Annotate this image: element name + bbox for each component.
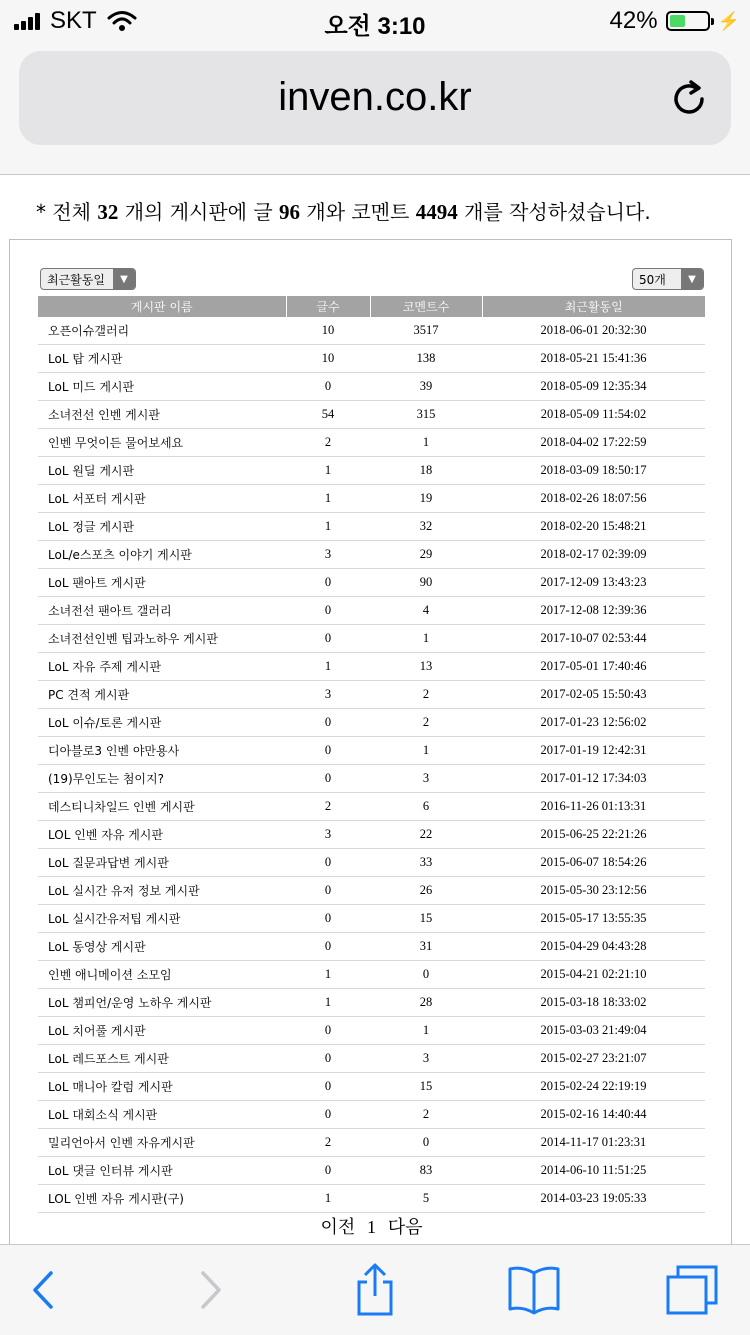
- post-count-cell: 0: [286, 597, 370, 625]
- last-activity-cell: 2015-03-18 18:33:02: [482, 989, 705, 1017]
- table-row[interactable]: [38, 1073, 705, 1101]
- board-name-cell[interactable]: 소녀전선인벤 팁과노하우 게시판: [38, 625, 286, 653]
- post-count-cell: 1: [286, 457, 370, 485]
- post-count: 96: [279, 200, 301, 224]
- browser-toolbar: [0, 1244, 750, 1335]
- post-count-cell: 0: [286, 373, 370, 401]
- comment-count-cell: 2: [370, 681, 482, 709]
- current-page[interactable]: 1: [367, 1217, 376, 1237]
- board-name-cell[interactable]: LoL 탑 게시판: [38, 345, 286, 373]
- comment-count-cell: 3: [370, 1045, 482, 1073]
- comment-count-cell: 33: [370, 849, 482, 877]
- battery-area: [610, 6, 740, 36]
- last-activity-cell: 2017-12-09 13:43:23: [482, 569, 705, 597]
- comment-count-cell: 28: [370, 989, 482, 1017]
- back-button[interactable]: [13, 1265, 73, 1315]
- tabs-icon: [664, 1265, 720, 1315]
- board-name-cell[interactable]: 인벤 무엇이든 물어보세요: [38, 429, 286, 457]
- table-row[interactable]: [38, 849, 705, 877]
- comment-count-cell: 1: [370, 1017, 482, 1045]
- comment-count-cell: 22: [370, 821, 482, 849]
- comment-count-cell: 19: [370, 485, 482, 513]
- post-count-cell: 0: [286, 569, 370, 597]
- table-header-row: [38, 296, 705, 317]
- prev-page-link[interactable]: 이전: [320, 1217, 356, 1238]
- board-name-cell[interactable]: LOL 인벤 자유 게시판: [38, 821, 286, 849]
- post-count-cell: 0: [286, 1073, 370, 1101]
- battery-icon: [666, 11, 710, 31]
- last-activity-cell: 2014-03-23 19:05:33: [482, 1185, 705, 1213]
- post-count-cell: 3: [286, 541, 370, 569]
- table-row[interactable]: [38, 401, 705, 429]
- post-count-cell: 10: [286, 317, 370, 345]
- post-count-cell: 0: [286, 765, 370, 793]
- last-activity-cell: 2018-05-09 11:54:02: [482, 401, 705, 429]
- bookmarks-button[interactable]: [504, 1265, 564, 1315]
- summary-text: * 전체: [36, 200, 98, 224]
- board-name-cell[interactable]: LoL 레드포스트 게시판: [38, 1045, 286, 1073]
- board-name-cell[interactable]: LoL 대회소식 게시판: [38, 1101, 286, 1129]
- carrier-label: SKT: [50, 7, 97, 34]
- post-count-cell: 3: [286, 821, 370, 849]
- last-activity-cell: 2017-01-23 12:56:02: [482, 709, 705, 737]
- last-activity-cell: 2017-10-07 02:53:44: [482, 625, 705, 653]
- table-row[interactable]: [38, 1017, 705, 1045]
- last-activity-cell: 2015-02-27 23:21:07: [482, 1045, 705, 1073]
- last-activity-cell: 2015-06-07 18:54:26: [482, 849, 705, 877]
- battery-level: [670, 15, 685, 27]
- last-activity-cell: 2017-12-08 12:39:36: [482, 597, 705, 625]
- comment-count-cell: 3517: [370, 317, 482, 345]
- post-count-cell: 0: [286, 933, 370, 961]
- chevron-down-icon: ▼: [113, 269, 135, 289]
- last-activity-cell: 2017-01-19 12:42:31: [482, 737, 705, 765]
- comment-count-cell: 138: [370, 345, 482, 373]
- table-row[interactable]: [38, 1129, 705, 1157]
- last-activity-cell: 2018-02-20 15:48:21: [482, 513, 705, 541]
- last-activity-cell: 2015-04-29 04:43:28: [482, 933, 705, 961]
- table-row[interactable]: [38, 485, 705, 513]
- comment-count-cell: 3: [370, 765, 482, 793]
- comment-count-cell: 90: [370, 569, 482, 597]
- board-name-cell[interactable]: PC 견적 게시판: [38, 681, 286, 709]
- comment-count-cell: 31: [370, 933, 482, 961]
- tabs-button[interactable]: [662, 1265, 722, 1315]
- board-name-cell[interactable]: LoL 정글 게시판: [38, 513, 286, 541]
- comment-count-cell: 15: [370, 905, 482, 933]
- board-name-cell[interactable]: LoL 매니아 칼럼 게시판: [38, 1073, 286, 1101]
- last-activity-cell: 2016-11-26 01:13:31: [482, 793, 705, 821]
- page-size-select[interactable]: [632, 268, 704, 290]
- column-header-post-count[interactable]: 글수: [286, 296, 370, 317]
- table-row[interactable]: [38, 737, 705, 765]
- last-activity-cell: 2017-05-01 17:40:46: [482, 653, 705, 681]
- board-name-cell[interactable]: (19)무인도는 첨이지?: [38, 765, 286, 793]
- post-count-cell: 0: [286, 877, 370, 905]
- post-count-cell: 2: [286, 429, 370, 457]
- battery-percent: 42%: [609, 7, 658, 34]
- board-name-cell[interactable]: LoL 자유 주제 게시판: [38, 653, 286, 681]
- status-bar: [0, 0, 750, 40]
- last-activity-cell: 2018-05-21 15:41:36: [482, 345, 705, 373]
- table-row[interactable]: [38, 681, 705, 709]
- board-name-cell[interactable]: LoL/e스포츠 이야기 게시판: [38, 541, 286, 569]
- table-row[interactable]: [38, 1101, 705, 1129]
- comment-count-cell: 2: [370, 709, 482, 737]
- last-activity-cell: 2018-02-17 02:39:09: [482, 541, 705, 569]
- table-row[interactable]: [38, 765, 705, 793]
- board-name-cell[interactable]: 소녀전선 인벤 게시판: [38, 401, 286, 429]
- table-row[interactable]: [38, 541, 705, 569]
- table-row[interactable]: [38, 597, 705, 625]
- comment-count-cell: 29: [370, 541, 482, 569]
- comment-count-cell: 18: [370, 457, 482, 485]
- table-row[interactable]: [38, 933, 705, 961]
- board-name-cell[interactable]: 인벤 애니메이션 소모임: [38, 961, 286, 989]
- board-name-cell[interactable]: LoL 원딜 게시판: [38, 457, 286, 485]
- post-count-cell: 1: [286, 1185, 370, 1213]
- last-activity-cell: 2018-03-09 18:50:17: [482, 457, 705, 485]
- chevron-down-icon: ▼: [681, 269, 703, 289]
- last-activity-cell: 2015-02-24 22:19:19: [482, 1073, 705, 1101]
- board-name-cell[interactable]: LoL 미드 게시판: [38, 373, 286, 401]
- summary-text: 개의 게시판에 글: [118, 200, 280, 224]
- column-header-board-name[interactable]: 게시판 이름: [38, 296, 286, 317]
- comment-count-cell: 15: [370, 1073, 482, 1101]
- last-activity-cell: 2017-01-12 17:34:03: [482, 765, 705, 793]
- board-name-cell[interactable]: LoL 팬아트 게시판: [38, 569, 286, 597]
- address-bar[interactable]: [19, 51, 731, 145]
- column-header-comment-count[interactable]: 코멘트수: [370, 296, 482, 317]
- post-count-cell: 0: [286, 1101, 370, 1129]
- table-row[interactable]: [38, 1045, 705, 1073]
- board-name-cell[interactable]: LoL 이슈/토론 게시판: [38, 709, 286, 737]
- board-name-cell[interactable]: 데스티니차일드 인벤 게시판: [38, 793, 286, 821]
- last-activity-cell: 2015-06-25 22:21:26: [482, 821, 705, 849]
- table-row[interactable]: [38, 821, 705, 849]
- post-count-cell: 1: [286, 485, 370, 513]
- last-activity-cell: 2018-06-01 20:32:30: [482, 317, 705, 345]
- comment-count-cell: 4: [370, 597, 482, 625]
- table-row[interactable]: [38, 1185, 705, 1213]
- last-activity-cell: 2018-04-02 17:22:59: [482, 429, 705, 457]
- post-count-cell: 0: [286, 849, 370, 877]
- last-activity-cell: 2015-05-30 23:12:56: [482, 877, 705, 905]
- post-count-cell: 0: [286, 1157, 370, 1185]
- clock: 오전 3:10: [324, 13, 426, 40]
- comment-count-cell: 1: [370, 625, 482, 653]
- book-icon: [506, 1265, 562, 1315]
- post-count-cell: 1: [286, 961, 370, 989]
- comment-count-cell: 315: [370, 401, 482, 429]
- table-row[interactable]: [38, 653, 705, 681]
- board-name-cell[interactable]: LoL 질문과답변 게시판: [38, 849, 286, 877]
- comment-count-cell: 5: [370, 1185, 482, 1213]
- last-activity-cell: 2015-03-03 21:49:04: [482, 1017, 705, 1045]
- comment-count-cell: 13: [370, 653, 482, 681]
- table-row[interactable]: [38, 513, 705, 541]
- chevron-left-icon: [31, 1270, 55, 1310]
- share-button[interactable]: [345, 1265, 405, 1315]
- browser-header: [0, 40, 750, 175]
- table-row[interactable]: [38, 569, 705, 597]
- table-row[interactable]: [38, 793, 705, 821]
- charging-icon: ⚡: [717, 10, 740, 31]
- forward-button[interactable]: [181, 1265, 241, 1315]
- last-activity-cell: 2018-02-26 18:07:56: [482, 485, 705, 513]
- board-name-cell[interactable]: LoL 댓글 인터뷰 게시판: [38, 1157, 286, 1185]
- table-row[interactable]: [38, 961, 705, 989]
- last-activity-cell: 2015-05-17 13:55:35: [482, 905, 705, 933]
- comment-count-cell: 2: [370, 1101, 482, 1129]
- comment-count-cell: 0: [370, 961, 482, 989]
- last-activity-cell: 2014-06-10 11:51:25: [482, 1157, 705, 1185]
- comment-count-cell: 1: [370, 429, 482, 457]
- post-count-cell: 1: [286, 513, 370, 541]
- board-name-cell[interactable]: LoL 챔피언/운영 노하우 게시판: [38, 989, 286, 1017]
- board-name-cell[interactable]: LOL 인벤 자유 게시판(구): [38, 1185, 286, 1213]
- board-name-cell[interactable]: 소녀전선 팬아트 갤러리: [38, 597, 286, 625]
- comment-count-cell: 32: [370, 513, 482, 541]
- summary-text: 개를 작성하셨습니다.: [457, 200, 651, 224]
- comment-count-cell: 6: [370, 793, 482, 821]
- board-name-cell[interactable]: 오픈이슈갤러리: [38, 317, 286, 345]
- board-count: 32: [97, 200, 119, 224]
- last-activity-cell: 2014-11-17 01:23:31: [482, 1129, 705, 1157]
- comment-count-cell: 39: [370, 373, 482, 401]
- comment-count-cell: 26: [370, 877, 482, 905]
- comment-count-cell: 1: [370, 737, 482, 765]
- post-count-cell: 2: [286, 1129, 370, 1157]
- url-text[interactable]: inven.co.kr: [278, 75, 472, 119]
- post-count-cell: 0: [286, 1017, 370, 1045]
- board-table: [38, 296, 705, 1213]
- last-activity-cell: 2015-02-16 14:40:44: [482, 1101, 705, 1129]
- reload-icon[interactable]: [669, 79, 709, 119]
- next-page-link[interactable]: 다음: [387, 1217, 423, 1238]
- table-row[interactable]: [38, 345, 705, 373]
- table-row[interactable]: [38, 989, 705, 1017]
- table-row[interactable]: [38, 625, 705, 653]
- sort-select[interactable]: [40, 268, 136, 290]
- board-name-cell[interactable]: LoL 치어풀 게시판: [38, 1017, 286, 1045]
- table-row[interactable]: [38, 877, 705, 905]
- post-count-cell: 0: [286, 905, 370, 933]
- share-icon: [353, 1262, 397, 1318]
- post-count-cell: 0: [286, 709, 370, 737]
- post-count-cell: 0: [286, 1045, 370, 1073]
- post-count-cell: 54: [286, 401, 370, 429]
- post-count-cell: 0: [286, 625, 370, 653]
- board-list-panel: [9, 239, 732, 1249]
- summary-text: 개와 코멘트: [300, 200, 416, 224]
- comment-count-cell: 83: [370, 1157, 482, 1185]
- table-row[interactable]: [38, 709, 705, 737]
- sort-select-value: 최근활동일: [47, 272, 105, 287]
- last-activity-cell: 2017-02-05 15:50:43: [482, 681, 705, 709]
- column-header-last-activity[interactable]: 최근활동일: [482, 296, 705, 317]
- table-row[interactable]: [38, 429, 705, 457]
- table-row[interactable]: [38, 1157, 705, 1185]
- board-name-cell[interactable]: 디아블로3 인벤 야만용사: [38, 737, 286, 765]
- post-count-cell: 1: [286, 653, 370, 681]
- post-count-cell: 3: [286, 681, 370, 709]
- board-name-cell[interactable]: LoL 서포터 게시판: [38, 485, 286, 513]
- table-row[interactable]: [38, 317, 705, 345]
- table-row[interactable]: [38, 457, 705, 485]
- board-name-cell[interactable]: LoL 실시간 유저 정보 게시판: [38, 877, 286, 905]
- table-row[interactable]: [38, 373, 705, 401]
- pagination: [10, 1213, 733, 1239]
- activity-summary: [36, 196, 651, 225]
- comment-count-cell: 0: [370, 1129, 482, 1157]
- comment-count: 4494: [415, 200, 458, 224]
- post-count-cell: 1: [286, 989, 370, 1017]
- post-count-cell: 0: [286, 737, 370, 765]
- page-size-value: 50개: [639, 272, 666, 287]
- board-name-cell[interactable]: LoL 동영상 게시판: [38, 933, 286, 961]
- post-count-cell: 2: [286, 793, 370, 821]
- table-row[interactable]: [38, 905, 705, 933]
- chevron-right-icon: [199, 1270, 223, 1310]
- board-name-cell[interactable]: LoL 실시간유저팁 게시판: [38, 905, 286, 933]
- post-count-cell: 10: [286, 345, 370, 373]
- last-activity-cell: 2018-05-09 12:35:34: [482, 373, 705, 401]
- last-activity-cell: 2015-04-21 02:21:10: [482, 961, 705, 989]
- board-name-cell[interactable]: 밀리언아서 인벤 자유게시판: [38, 1129, 286, 1157]
